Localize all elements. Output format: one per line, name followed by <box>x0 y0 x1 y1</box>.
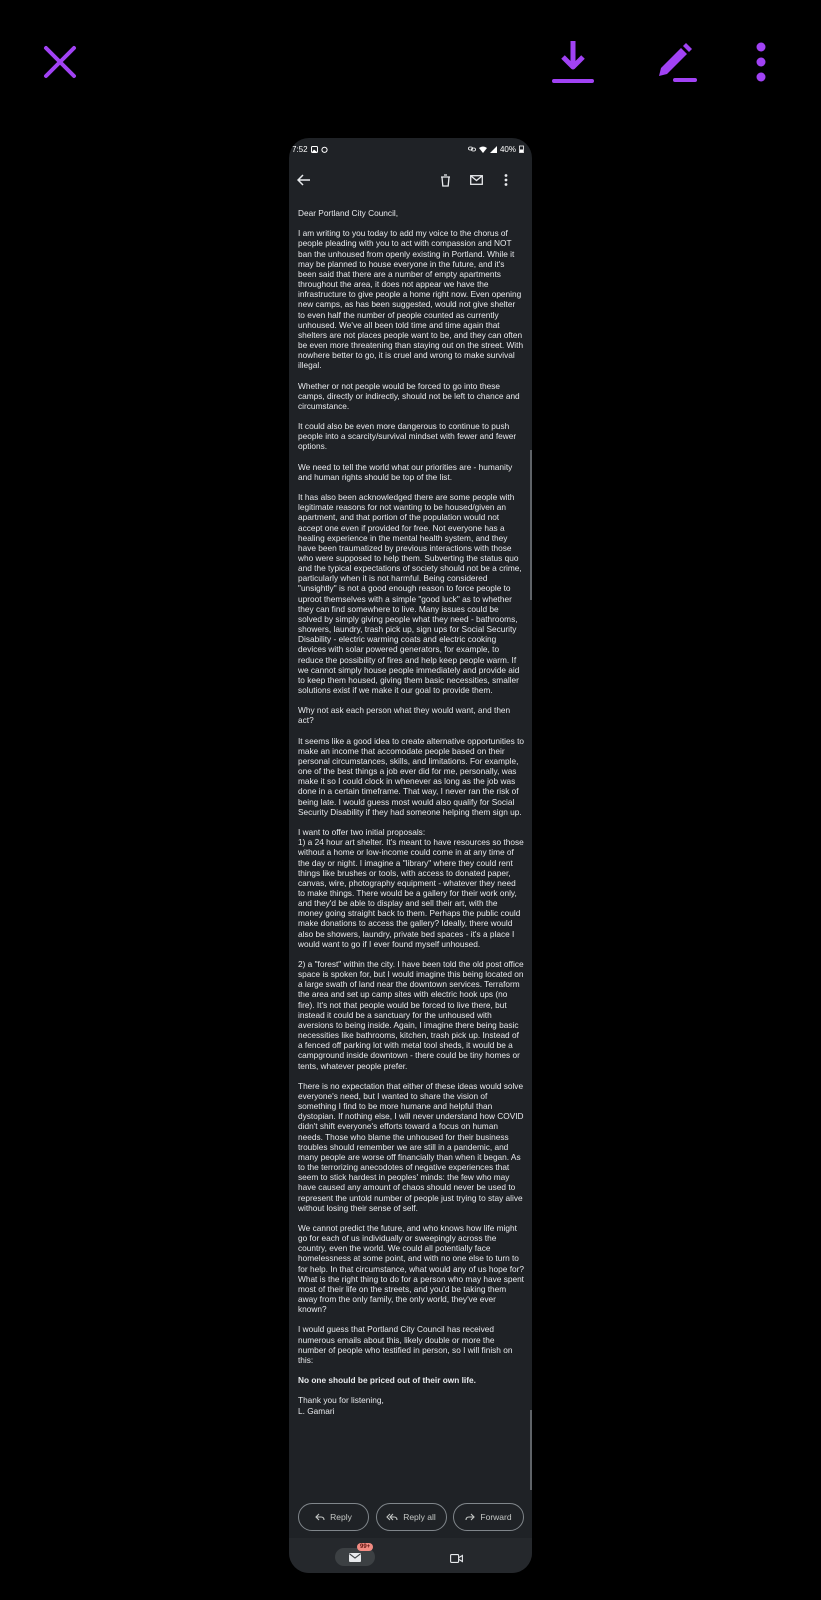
mark-unread-button[interactable] <box>466 170 486 190</box>
signoff-block <box>298 1395 524 1415</box>
alarm-icon <box>321 146 328 153</box>
download-button[interactable] <box>549 38 597 86</box>
email-paragraph: It has also been acknowledged there are some people with legitimate reasons for not wanting to be housed/given an apartment, and that portion of the population would not accept one even if provided for free. Not everyone has a healing experience in the mental health system, and they have been traumatized by previous interactions with those who were supposed to help them. Subverting the status quo and the typical expectations of society should not be a crime, particularly when it is not harmful. Being considered "unsightly" is not a good enough reason to force people to uproot themselves with a simple "good luck" as to whether they can find somewhere to live. Many issues could be solved by simply giving people what they need - bathrooms, showers, laundry, trash pick up, sign ups for Social Security Disability - electric warming coats and electric cooking devices with solar powered generators, for example, to reduce the possibility of fires and help keep people warm. If we cannot simply house people immediately and provide aid to keep them housed, giving them basic necessities, smaller solutions exist if we make it our goal to provide them. <box>298 492 522 696</box>
close-icon <box>43 45 77 79</box>
forward-label: Forward <box>480 1512 512 1522</box>
battery-level: 40% <box>499 144 516 154</box>
email-paragraph: There is no expectation that either of these ideas would solve everyone's need, but I wanted to share the vision of something I find to be more humane and helpful than dystopian. If nothing else, I will never understand how COVID didn't shift everyone's efforts toward a focus on human needs. Those who blame the unhoused for their business troubles should remember we are still in a pandemic, and many people are worse off financially than when it began. As to the terrorizing anecodotes of negative experiences that seem to stick hardest in peoples' minds: the few who may have caused any amount of chaos should never be used to represent the untold number of people just trying to stay alive without losing their sense of self. <box>298 1080 524 1213</box>
signature: L. Gamari <box>298 1405 335 1416</box>
reply-label: Reply <box>330 1512 352 1522</box>
forward-button[interactable] <box>453 1503 524 1531</box>
scrollbar[interactable] <box>530 1410 532 1490</box>
email-more-button[interactable] <box>496 170 516 190</box>
nav-meet-tab[interactable] <box>450 1550 463 1568</box>
more-vert-icon <box>504 174 508 186</box>
edit-button[interactable] <box>651 38 699 86</box>
email-paragraph: 2) a "forest" within the city. I have been told the old post office space is spoken for, but I would imagine this being located on a large swath of land near the downtown services. Terraform the area and set up camp sites with electric hook ups (no fire). It's not that people would be forced to live there, but instead it could be a sanctuary for the unhoused with aversions to being inside. Again, I imagine there being basic necessities like bathrooms, kitchen, trash pick up. Instead of a fenced off parking lot with metal tool sheds, it would be a campground inside downtown - there could be tiny homes or tents, whatever people prefer. <box>298 959 524 1071</box>
greeting: Dear Portland City Council, <box>298 208 399 218</box>
email-paragraph: Whether or not people would be forced to go into these camps, directly or indirectly, should not be left to chance and circumstance. <box>298 380 520 411</box>
email-paragraph: I am writing to you today to add my voice to the chorus of people pleading with you to act with compassion and NOT ban the unhoused from openly existing in Portland. While it may be planned to house everyone in the future, and it's been said that there are a number of empty apartments throughout the area, it does not appear we have the infrastructure to give people a home right now. Even opening new camps, as has been suggested, would not give shelter to even half the number of people counted as currently unhoused. We've all been told time and time again that shelters are not places people want to be, and they can often be even more threatening than staying out on the street. With nowhere better to go, it is cruel and wrong to make survival illegal. <box>298 228 524 371</box>
download-icon <box>551 39 595 85</box>
back-arrow-icon <box>297 174 311 186</box>
close-button[interactable] <box>36 38 84 86</box>
mail-icon <box>470 175 483 185</box>
email-body <box>298 208 524 1416</box>
gallery-icon <box>311 146 318 153</box>
mail-icon <box>349 1553 361 1562</box>
email-paragraph: Why not ask each person what they would want, and then act? <box>298 705 511 726</box>
edit-icon <box>653 40 697 84</box>
email-paragraph: I want to offer two initial proposals: 1) a 24 hour art shelter. It's meant to have resources so those without a home or low-income could come in at any time of the day or night. I imagine a "library" where they could rent things like brushes or tools, with access to donated paper, canvas, wire, photography equipment - whatever they need to make things. There would be a gallery for their work only, and they'd be able to display and sell their art, with the money going straight back to them. Perhaps the public could make donations to access the gallery? Ideally, there would also be showers, laundry, private bed spaces - it's a place I would want to go if I ever found myself unhoused. <box>298 827 524 949</box>
battery-icon <box>519 145 524 153</box>
signoff: Thank you for listening, <box>298 1395 384 1406</box>
email-actions <box>298 1503 524 1533</box>
unread-badge: 99+ <box>357 1543 373 1551</box>
email-paragraph: We need to tell the world what our priorities are - humanity and human rights should be top of the list. <box>298 461 513 482</box>
email-paragraph: It seems like a good idea to create alternative opportunities to make an income that accomodate people based on their personal circumstances, skills, and limitations. For example, one of the best things a job ever did for me, personally, was make it so I could clock in whenever as long as the job was done in a certain timeframe. That way, I never ran the risk of being late. I would guess most would also qualify for Social Security Disability if they had someone helping them sign up. <box>298 735 524 817</box>
video-camera-icon <box>450 1554 463 1563</box>
signal-icon <box>490 146 497 153</box>
email-paragraph: It could also be even more dangerous to continue to push people into a scarcity/survival mindset with fewer and fewer options. <box>298 421 517 452</box>
forward-icon <box>465 1513 475 1521</box>
screenshot-preview <box>289 138 532 1573</box>
delete-button[interactable] <box>435 170 455 190</box>
email-app-bar <box>289 160 532 200</box>
email-paragraph: We cannot predict the future, and who knows how life might go for each of us individually or sweepingly across the country, even the world. We could all potentially face homelessness at some point, and with no one else to turn to for help. In that circumstance, what would any of us hope for? What is the right thing to do for a person who may have spent most of their life on the streets, and you'd be taking them away from the only family, the only world, they've ever known? <box>298 1222 524 1315</box>
reply-button[interactable] <box>298 1503 369 1531</box>
scrollbar[interactable] <box>530 450 532 600</box>
bottom-navigation <box>289 1538 532 1573</box>
status-time: 7:52 <box>292 144 308 154</box>
reply-all-button[interactable] <box>376 1503 447 1531</box>
link-icon <box>468 146 476 152</box>
reply-all-label: Reply all <box>403 1512 436 1522</box>
more-options-button[interactable] <box>737 38 785 86</box>
wifi-icon <box>479 146 487 153</box>
back-button[interactable] <box>294 170 314 190</box>
reply-icon <box>315 1513 325 1521</box>
closing-statement: No one should be priced out of their own life. <box>298 1375 476 1386</box>
reply-all-icon <box>386 1513 398 1521</box>
status-bar <box>289 138 532 160</box>
email-paragraph: I would guess that Portland City Council has received numerous emails about this, likely double or more the number of people who testified in person, so I will finish on this: <box>298 1324 513 1365</box>
trash-icon <box>440 174 451 187</box>
more-vert-icon <box>755 42 767 82</box>
